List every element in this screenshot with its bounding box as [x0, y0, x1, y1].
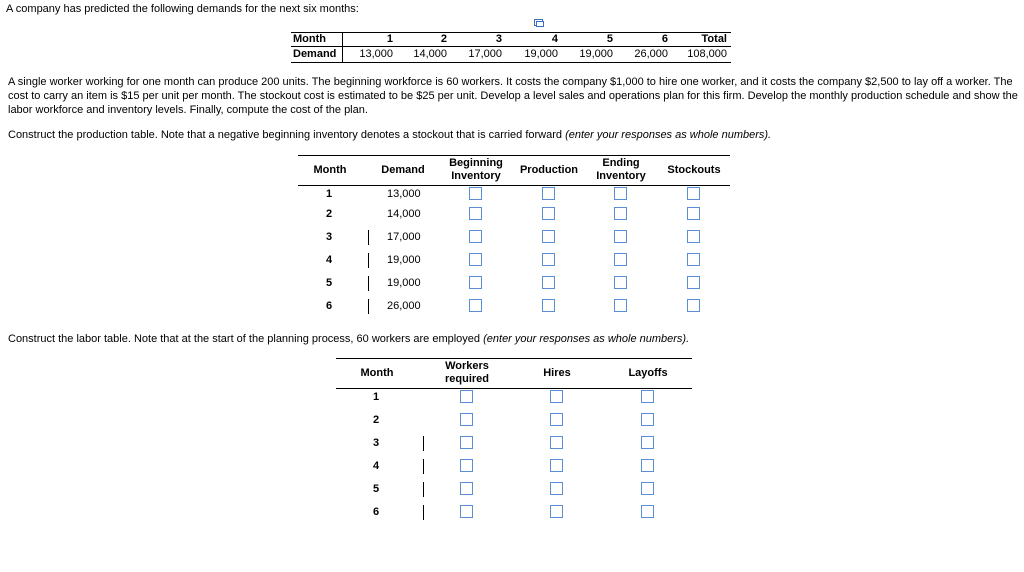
cell-divider [368, 230, 369, 245]
demand-table-value-5: 19,000 [579, 48, 613, 60]
cell-divider [368, 276, 369, 291]
cell-divider [368, 253, 369, 268]
demand-table-month-3: 3 [495, 33, 502, 45]
labor-header-hires: Hires [543, 367, 571, 379]
production-input-month-1[interactable] [542, 187, 555, 200]
workers-required-input-month-6[interactable] [460, 505, 473, 518]
ending-inventory-input-month-3[interactable] [614, 230, 627, 243]
production-row-month: 6 [325, 300, 333, 312]
labor-instruction: Construct the labor table. Note that at the start of the planning process, 60 workers are employed (enter your responses as whole numbers). [8, 333, 690, 345]
production-row-month: 3 [325, 231, 333, 243]
demand-table-month-1: 1 [386, 33, 393, 45]
beginning-inventory-input-month-6[interactable] [469, 299, 482, 312]
production-input-month-2[interactable] [542, 207, 555, 220]
hires-input-month-5[interactable] [550, 482, 563, 495]
stockouts-input-month-3[interactable] [687, 230, 700, 243]
production-row-demand: 13,000 [387, 188, 421, 200]
labor-row-month: 3 [372, 437, 380, 449]
ending-inventory-input-month-5[interactable] [614, 276, 627, 289]
workers-required-input-month-4[interactable] [460, 459, 473, 472]
production-input-month-3[interactable] [542, 230, 555, 243]
ending-inventory-input-month-6[interactable] [614, 299, 627, 312]
labor-row-month: 5 [372, 483, 380, 495]
labor-header-layoffs: Layoffs [628, 367, 668, 379]
layoffs-input-month-6[interactable] [641, 505, 654, 518]
demand-table-value-7: 108,000 [687, 48, 727, 60]
production-row-month: 2 [325, 208, 333, 220]
header-stockouts: Stockouts [667, 164, 721, 176]
cell-divider [423, 436, 424, 451]
layoffs-input-month-5[interactable] [641, 482, 654, 495]
demand-table-value-4: 19,000 [524, 48, 558, 60]
labor-header-month: Month [360, 367, 394, 379]
cell-divider [423, 482, 424, 497]
demand-table-month-7: Total [701, 33, 727, 45]
production-row-demand: 14,000 [387, 208, 421, 220]
beginning-inventory-input-month-4[interactable] [469, 253, 482, 266]
ending-inventory-input-month-4[interactable] [614, 253, 627, 266]
stockouts-input-month-1[interactable] [687, 187, 700, 200]
hires-input-month-1[interactable] [550, 390, 563, 403]
demand-table-month-5: 5 [606, 33, 613, 45]
production-row-month: 1 [325, 188, 333, 200]
stockouts-input-month-6[interactable] [687, 299, 700, 312]
demand-table-value-3: 17,000 [468, 48, 502, 60]
hires-input-month-6[interactable] [550, 505, 563, 518]
intro-text: A company has predicted the following demands for the next six months: [6, 3, 359, 15]
production-instruction: Construct the production table. Note that a negative beginning inventory denotes a stockout that is carried forward (enter your responses as whole numbers). [8, 129, 772, 141]
labor-row-month: 4 [372, 460, 380, 472]
header-demand: Demand [381, 164, 425, 176]
production-row-demand: 19,000 [387, 254, 421, 266]
problem-text: A single worker working for one month can produce 200 units. The beginning workforce is 60 workers. It costs the company $1,000 to hire one worker, and it costs the company $2,500 to lay off a worker. The cost to carry an item is $15 per unit per month. The stockout cost is estimated to be $25 per unit. Develop a level sales and operations plan for this firm. Develop the monthly production schedule and show the labor workforce and inventory levels. Finally, compute the cost of the plan. [8, 76, 1018, 116]
stockouts-input-month-5[interactable] [687, 276, 700, 289]
beginning-inventory-input-month-3[interactable] [469, 230, 482, 243]
production-row-month: 5 [325, 277, 333, 289]
production-input-month-5[interactable] [542, 276, 555, 289]
ending-inventory-input-month-1[interactable] [614, 187, 627, 200]
workers-required-input-month-5[interactable] [460, 482, 473, 495]
labor-row-month: 2 [372, 414, 380, 426]
hires-input-month-4[interactable] [550, 459, 563, 472]
header-production: Production [519, 164, 579, 176]
workers-required-input-month-1[interactable] [460, 390, 473, 403]
cell-divider [423, 459, 424, 474]
production-row-month: 4 [325, 254, 333, 266]
cell-divider [423, 505, 424, 520]
header-ending-inventory: Ending Inventory [596, 157, 646, 182]
layoffs-input-month-4[interactable] [641, 459, 654, 472]
workers-required-input-month-2[interactable] [460, 413, 473, 426]
layoffs-input-month-3[interactable] [641, 436, 654, 449]
demand-table-value-1: 13,000 [359, 48, 393, 60]
demand-table-value-6: 26,000 [634, 48, 668, 60]
demand-table-month-6: 6 [661, 33, 668, 45]
hires-input-month-3[interactable] [550, 436, 563, 449]
demand-table-month-label: Month [293, 33, 326, 45]
clipboard-icon[interactable] [534, 19, 544, 27]
workers-required-input-month-3[interactable] [460, 436, 473, 449]
production-row-demand: 26,000 [387, 300, 421, 312]
labor-row-month: 1 [372, 391, 380, 403]
production-input-month-6[interactable] [542, 299, 555, 312]
beginning-inventory-input-month-1[interactable] [469, 187, 482, 200]
production-input-month-4[interactable] [542, 253, 555, 266]
demand-table-month-2: 2 [440, 33, 447, 45]
ending-inventory-input-month-2[interactable] [614, 207, 627, 220]
production-row-demand: 19,000 [387, 277, 421, 289]
beginning-inventory-input-month-5[interactable] [469, 276, 482, 289]
hires-input-month-2[interactable] [550, 413, 563, 426]
demand-table-value-2: 14,000 [413, 48, 447, 60]
beginning-inventory-input-month-2[interactable] [469, 207, 482, 220]
header-month: Month [313, 164, 347, 176]
layoffs-input-month-1[interactable] [641, 390, 654, 403]
cell-divider [368, 299, 369, 314]
stockouts-input-month-4[interactable] [687, 253, 700, 266]
layoffs-input-month-2[interactable] [641, 413, 654, 426]
labor-row-month: 6 [372, 506, 380, 518]
labor-header-workers-required: Workers required [444, 360, 489, 385]
header-beginning-inventory: Beginning Inventory [449, 157, 503, 182]
stockouts-input-month-2[interactable] [687, 207, 700, 220]
demand-table-demand-label: Demand [293, 48, 337, 60]
demand-table-month-4: 4 [551, 33, 558, 45]
production-row-demand: 17,000 [387, 231, 421, 243]
